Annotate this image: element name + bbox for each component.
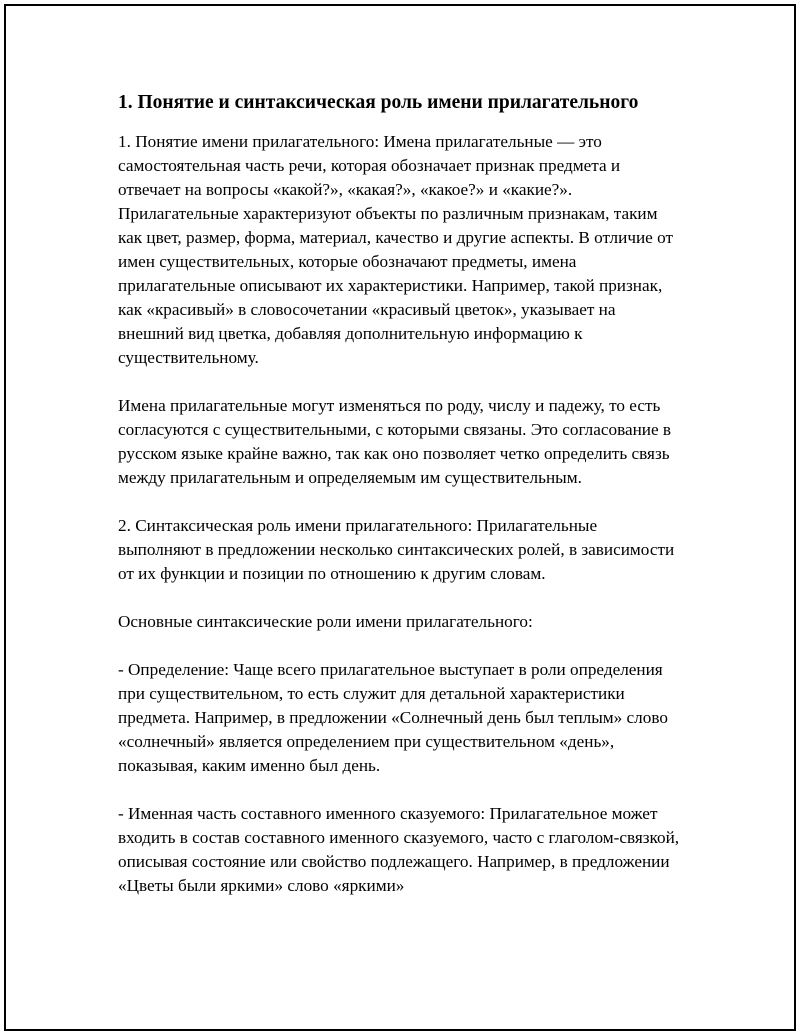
document-body: [118, 90, 684, 922]
paragraph-agreement: Имена прилагательные могут изменяться по роду, числу и падежу, то есть согласуются с существительными, с которыми связаны. Это согласование в русском языке крайне важно, так как оно позволяет четко определить связь между прилагательным и определяемым им существительным.: [118, 396, 672, 487]
paragraph-role-predicate: - Именная часть составного именного сказуемого: Прилагательное может входить в состав составного именного сказуемого, часто с глаголом-связкой, описывая состояние или свойство подлежащего. Например, в предложении «Цветы были яркими» слово «яркими»: [118, 804, 680, 895]
paragraph-main-roles-heading: Основные синтаксические роли имени прилагательного:: [118, 612, 533, 631]
paragraph-syntactic-role: 2. Синтаксическая роль имени прилагательного: Прилагательные выполняют в предложении несколько синтаксических ролей, в зависимости от их функции и позиции по отношению к другим словам.: [118, 516, 675, 583]
section-title: 1. Понятие и синтаксическая роль имени прилагательного: [118, 92, 639, 113]
paragraph-adjective-concept: 1. Понятие имени прилагательного: Имена прилагательные — это самостоятельная часть речи, которая обозначает признак предмета и отвечает на вопросы «какой?», «какая?», «какое?» и «какие?». Прилагательные характеризуют объекты по различным признакам, таким как цвет, размер, форма, материал, качество и другие аспекты. В отличие от имен существительных, которые обозначают предметы, имена прилагательные описывают их характеристики. Например, такой признак, как «красивый» в словосочетании «красивый цветок», указывает на внешний вид цветка, добавляя дополнительную информацию к существительному.: [118, 132, 673, 367]
paragraph-role-attribute: - Определение: Чаще всего прилагательное выступает в роли определения при существительном, то есть служит для детальной характеристики предмета. Например, в предложении «Солнечный день был теплым» слово «солнечный» является определением при существительном «день», показывая, каким именно был день.: [118, 660, 668, 775]
